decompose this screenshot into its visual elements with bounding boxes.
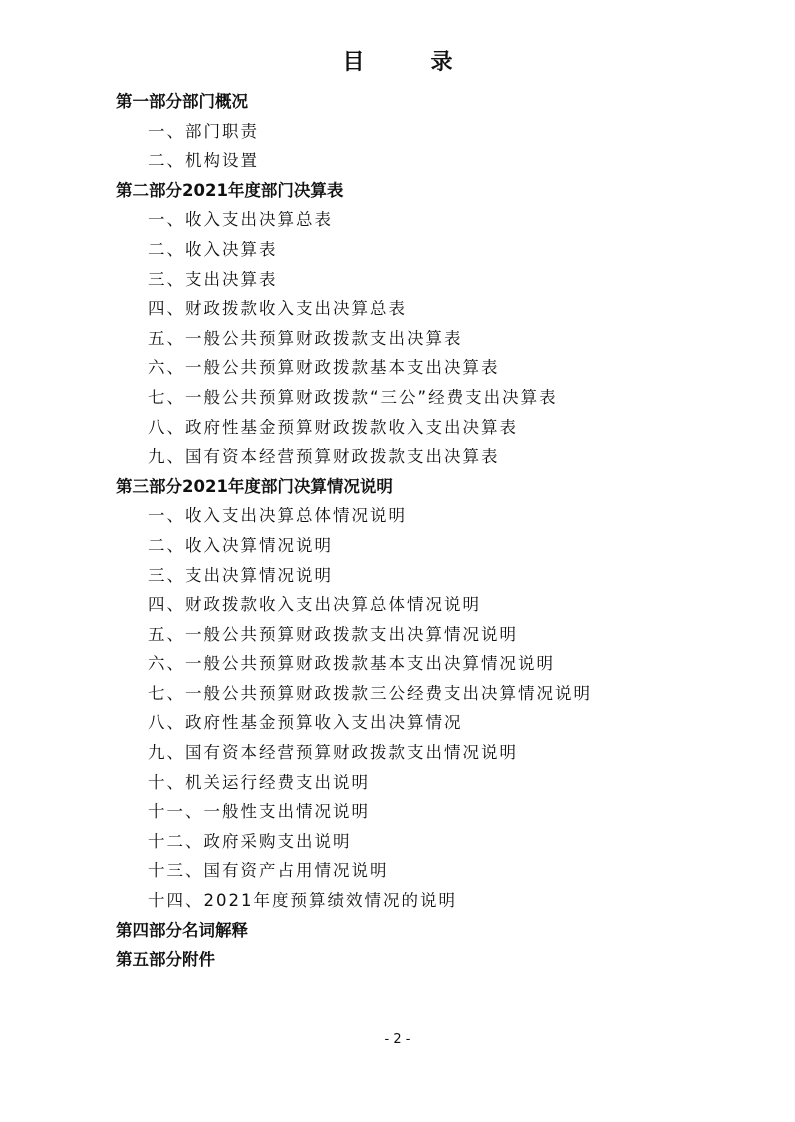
toc-item: 二、收入决算情况说明 bbox=[148, 535, 333, 555]
page-title: 目 录 bbox=[342, 50, 475, 75]
toc-item: 一、收入支出决算总体情况说明 bbox=[148, 506, 407, 526]
toc-item: 一、收入支出决算总表 bbox=[148, 210, 333, 230]
toc-part-heading: 第一部分部门概况 bbox=[116, 92, 248, 111]
toc-part-heading: 第四部分名词解释 bbox=[116, 920, 248, 940]
toc-item: 七、一般公共预算财政拨款“三公”经费支出决算表 bbox=[148, 387, 558, 407]
toc-item: 八、政府性基金预算财政拨款收入支出决算表 bbox=[148, 417, 518, 437]
toc-item: 五、一般公共预算财政拨款支出决算表 bbox=[148, 328, 463, 348]
toc-item: 十二、政府采购支出说明 bbox=[148, 831, 352, 851]
toc-item: 六、一般公共预算财政拨款基本支出决算情况说明 bbox=[148, 654, 555, 674]
toc-item: 四、财政拨款收入支出决算总体情况说明 bbox=[148, 595, 481, 615]
toc-item: 二、收入决算表 bbox=[148, 239, 278, 259]
toc-item: 五、一般公共预算财政拨款支出决算情况说明 bbox=[148, 624, 518, 644]
toc-item: 十三、国有资产占用情况说明 bbox=[148, 861, 389, 881]
toc-part-heading: 第五部分附件 bbox=[116, 950, 215, 970]
toc-part-heading: 第二部分2021年度部门决算表 bbox=[116, 180, 344, 200]
toc-item: 一、部门职责 bbox=[148, 121, 259, 141]
toc-item: 三、支出决算表 bbox=[148, 269, 278, 289]
toc-item: 六、一般公共预算财政拨款基本支出决算表 bbox=[148, 358, 500, 378]
toc-item: 三、支出决算情况说明 bbox=[148, 565, 333, 585]
table-of-contents bbox=[0, 87, 795, 975]
toc-item: 二、机构设置 bbox=[148, 151, 259, 171]
page-number: - 2 - bbox=[384, 1032, 411, 1047]
toc-part-heading: 第三部分2021年度部门决算情况说明 bbox=[116, 476, 393, 496]
toc-item: 十、机关运行经费支出说明 bbox=[148, 772, 370, 792]
toc-item: 七、一般公共预算财政拨款三公经费支出决算情况说明 bbox=[148, 683, 592, 703]
toc-item: 十一、一般性支出情况说明 bbox=[148, 802, 370, 822]
toc-item: 九、国有资本经营预算财政拨款支出决算表 bbox=[148, 447, 500, 467]
toc-item: 八、政府性基金预算收入支出决算情况 bbox=[148, 713, 463, 733]
toc-item: 九、国有资本经营预算财政拨款支出情况说明 bbox=[148, 743, 518, 763]
toc-item: 十四、2021年度预算绩效情况的说明 bbox=[148, 891, 457, 911]
toc-item: 四、财政拨款收入支出决算总表 bbox=[148, 299, 407, 319]
